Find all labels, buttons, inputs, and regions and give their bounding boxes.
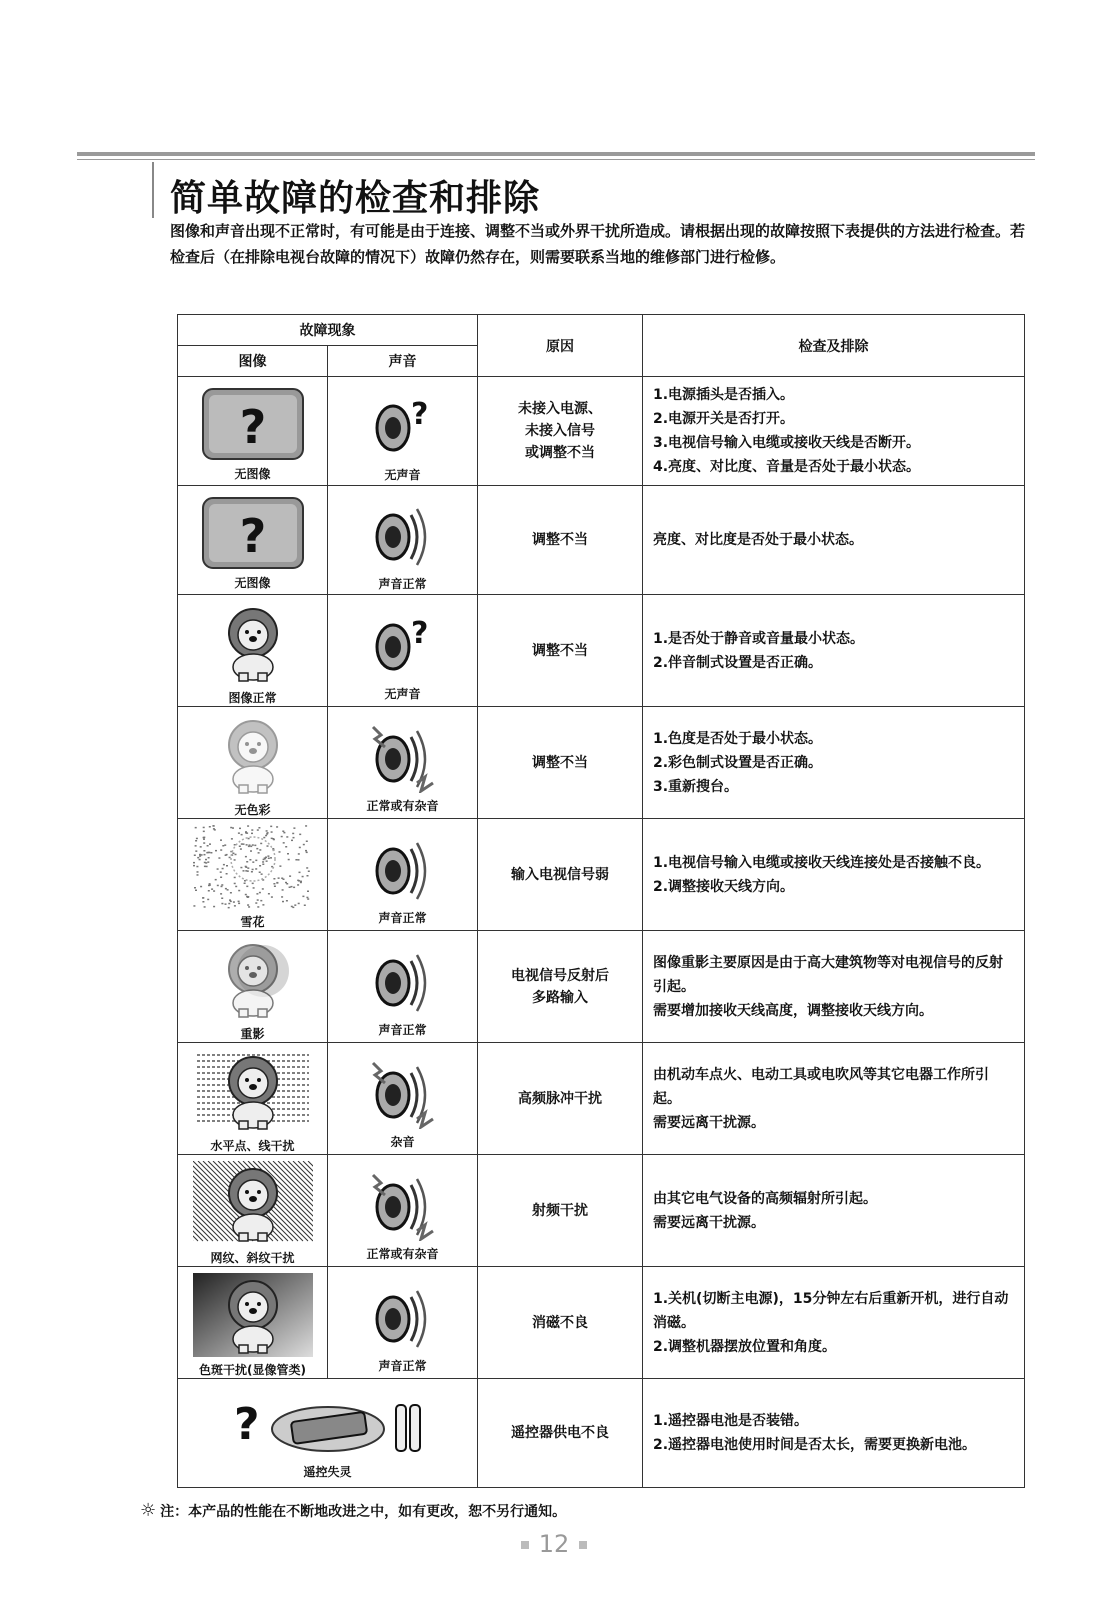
fix-line: 2.伴音制式设置是否正确。	[653, 654, 823, 671]
speaker-mute-icon	[328, 609, 477, 681]
cause-line: 调整不当	[532, 642, 588, 659]
table-row	[178, 707, 1025, 819]
fix-line: 1.遥控器电池是否装错。	[653, 1413, 809, 1429]
sound-caption: 声音正常	[378, 1359, 427, 1373]
lion-hatch-icon	[178, 1161, 327, 1245]
fix-cell	[643, 486, 1025, 595]
image-caption: 无色彩	[234, 803, 271, 817]
fix-line: 3.重新搜台。	[653, 778, 739, 795]
table-row	[178, 1155, 1025, 1267]
lion-hlines-icon	[178, 1049, 327, 1133]
page-title: 简单故障的检查和排除	[170, 178, 541, 219]
sound-caption: 正常或有杂音	[366, 1247, 439, 1261]
header-sound: 声音	[328, 346, 478, 377]
fix-line: 3.电视信号输入电缆或接收天线是否断开。	[653, 435, 921, 451]
header-cause: 原因	[478, 315, 643, 377]
speaker-mute-icon	[328, 390, 477, 462]
cause-line: 或调整不当	[525, 445, 595, 461]
symptom-image-cell	[178, 1267, 328, 1379]
image-caption: 图像正常	[228, 691, 277, 705]
table-row	[178, 486, 1025, 595]
header-image: 图像	[178, 346, 328, 377]
fix-line: 2.彩色制式设置是否正确。	[653, 754, 823, 771]
lion-ghost-icon	[178, 937, 327, 1021]
fix-line: 1.电源插头是否插入。	[653, 387, 795, 403]
remote-image-cell	[178, 1379, 478, 1488]
fix-line: 1.关机(切断主电源)，15分钟左右后重新开机，进行自动消磁。	[653, 1290, 1009, 1331]
cause-line: 多路输入	[532, 989, 588, 1006]
cause-cell	[478, 931, 643, 1043]
symptom-image-cell	[178, 707, 328, 819]
symptom-sound-cell	[328, 707, 478, 819]
fix-line: 1.是否处于静音或音量最小状态。	[653, 630, 865, 647]
symptom-image-cell	[178, 486, 328, 595]
tv-question-icon	[178, 496, 327, 570]
intro-paragraph: 图像和声音出现不正常时，有可能是由于连接、调整不当或外界干扰所造成。请根据出现的故障按照下表提供的方法进行检查。若检查后（在排除电视台故障的情况下）故障仍然存在，则需要联系当地的维修部门进行检修。	[170, 222, 1026, 266]
svg-text:?: ?	[239, 508, 266, 563]
fault-table	[177, 314, 1025, 1488]
cause-line: 调整不当	[532, 754, 588, 771]
image-caption: 重影	[240, 1027, 265, 1041]
snow-noise-icon	[178, 825, 327, 909]
cause-cell	[478, 377, 643, 486]
cause-cell	[478, 1379, 643, 1488]
table-row	[178, 377, 1025, 486]
fix-line: 1.电视信号输入电缆或接收天线连接处是否接触不良。	[653, 854, 991, 871]
fix-cell	[643, 1043, 1025, 1155]
speaker-noise-icon	[328, 721, 477, 793]
cause-line: 遥控器供电不良	[511, 1425, 609, 1441]
symptom-image-cell	[178, 1043, 328, 1155]
image-caption: 色斑干扰(显像管类)	[199, 1363, 306, 1377]
svg-text:?: ?	[410, 396, 428, 432]
fix-line: 需要增加接收天线高度，调整接收天线方向。	[653, 1002, 933, 1019]
table-row	[178, 819, 1025, 931]
cause-cell	[478, 819, 643, 931]
symptom-sound-cell	[328, 819, 478, 931]
sound-caption: 正常或有杂音	[366, 799, 439, 813]
symptom-sound-cell	[328, 1155, 478, 1267]
image-caption: 无图像	[234, 466, 271, 481]
fix-cell	[643, 377, 1025, 486]
table-row	[178, 1043, 1025, 1155]
fix-line: 由机动车点火、电动工具或电吹风等其它电器工作所引起。	[653, 1066, 989, 1107]
symptom-sound-cell	[328, 377, 478, 486]
fix-line: 图像重影主要原因是由于高大建筑物等对电视信号的反射引起。	[653, 954, 1003, 995]
cause-line: 未接入信号	[525, 423, 595, 439]
table-row	[178, 595, 1025, 707]
speaker-noise-icon	[328, 1057, 477, 1129]
tv-question-icon	[178, 387, 327, 461]
bullet-icon	[579, 1541, 587, 1549]
fix-line: 需要远离干扰源。	[653, 1114, 765, 1131]
image-caption: 无图像	[234, 575, 271, 590]
fix-line: 2.电源开关是否打开。	[653, 411, 795, 427]
svg-text:?: ?	[239, 399, 266, 454]
sound-caption: 声音正常	[378, 1023, 427, 1037]
speaker-noise-icon	[328, 1169, 477, 1241]
image-caption: 雪花	[240, 915, 265, 929]
svg-text:?: ?	[410, 616, 428, 651]
table-row	[178, 1267, 1025, 1379]
symptom-sound-cell	[328, 931, 478, 1043]
sound-caption: 声音正常	[378, 576, 427, 591]
fix-line: 2.调整机器摆放位置和角度。	[653, 1338, 837, 1355]
symptom-image-cell	[178, 377, 328, 486]
lion-colorblot-icon	[178, 1273, 327, 1357]
speaker-normal-icon	[328, 499, 477, 571]
footnote	[140, 1500, 566, 1521]
fix-line: 亮度、对比度是否处于最小状态。	[653, 532, 863, 548]
fix-cell	[643, 1379, 1025, 1488]
sound-caption: 声音正常	[378, 911, 427, 925]
bullet-icon	[521, 1541, 529, 1549]
symptom-image-cell	[178, 931, 328, 1043]
symptom-sound-cell	[328, 1267, 478, 1379]
cause-cell	[478, 1043, 643, 1155]
svg-text:?: ?	[233, 1398, 260, 1450]
cause-cell	[478, 486, 643, 595]
symptom-sound-cell	[328, 1043, 478, 1155]
fix-cell	[643, 595, 1025, 707]
cause-cell	[478, 707, 643, 819]
table-row	[178, 931, 1025, 1043]
image-caption: 遥控失灵	[303, 1464, 352, 1479]
title-bar	[152, 162, 154, 218]
page-number-text: 12	[538, 1530, 570, 1558]
cause-line: 未接入电源、	[518, 401, 602, 417]
sound-caption: 无声音	[384, 687, 421, 701]
fix-line: 4.亮度、对比度、音量是否处于最小状态。	[653, 459, 921, 475]
header-fix: 检查及排除	[643, 315, 1025, 377]
image-caption: 水平点、线干扰	[210, 1139, 295, 1153]
fix-cell	[643, 931, 1025, 1043]
speaker-normal-icon	[328, 945, 477, 1017]
fix-cell	[643, 707, 1025, 819]
fix-cell	[643, 1267, 1025, 1379]
symptom-sound-cell	[328, 486, 478, 595]
fix-cell	[643, 819, 1025, 931]
fix-line: 2.遥控器电池使用时间是否太长，需要更换新电池。	[653, 1437, 977, 1453]
symptom-image-cell	[178, 1155, 328, 1267]
page-number	[0, 1530, 1108, 1558]
lion-normal-icon	[178, 601, 327, 685]
table-row	[178, 1379, 1025, 1488]
cause-line: 高频脉冲干扰	[518, 1090, 602, 1107]
cause-line: 输入电视信号弱	[511, 866, 609, 883]
fix-cell	[643, 1155, 1025, 1267]
fix-line: 需要远离干扰源。	[653, 1214, 765, 1231]
speaker-normal-icon	[328, 833, 477, 905]
lion-faded-icon	[178, 713, 327, 797]
cause-cell	[478, 1267, 643, 1379]
fix-line: 由其它电气设备的高频辐射所引起。	[653, 1190, 877, 1207]
symptom-sound-cell	[328, 595, 478, 707]
fix-line: 2.调整接收天线方向。	[653, 878, 795, 895]
footnote-text: 注：本产品的性能在不断地改进之中，如有更改，恕不另行通知。	[160, 1504, 567, 1520]
header-rule-thin	[77, 159, 1035, 160]
remote-battery-icon	[178, 1395, 477, 1459]
cause-cell	[478, 595, 643, 707]
symptom-image-cell	[178, 595, 328, 707]
cause-line: 电视信号反射后	[511, 967, 609, 984]
header-rule	[77, 152, 1035, 156]
image-caption: 网纹、斜纹干扰	[210, 1251, 295, 1265]
cause-line: 调整不当	[532, 532, 588, 548]
symptom-image-cell	[178, 819, 328, 931]
fix-line: 1.色度是否处于最小状态。	[653, 730, 823, 747]
cause-cell	[478, 1155, 643, 1267]
speaker-normal-icon	[328, 1281, 477, 1353]
sound-caption: 无声音	[384, 467, 421, 482]
sun-icon: ☼	[140, 1500, 157, 1521]
cause-line: 射频干扰	[532, 1202, 588, 1219]
sound-caption: 杂音	[390, 1135, 415, 1149]
header-symptom: 故障现象	[178, 315, 478, 346]
cause-line: 消磁不良	[532, 1314, 588, 1331]
